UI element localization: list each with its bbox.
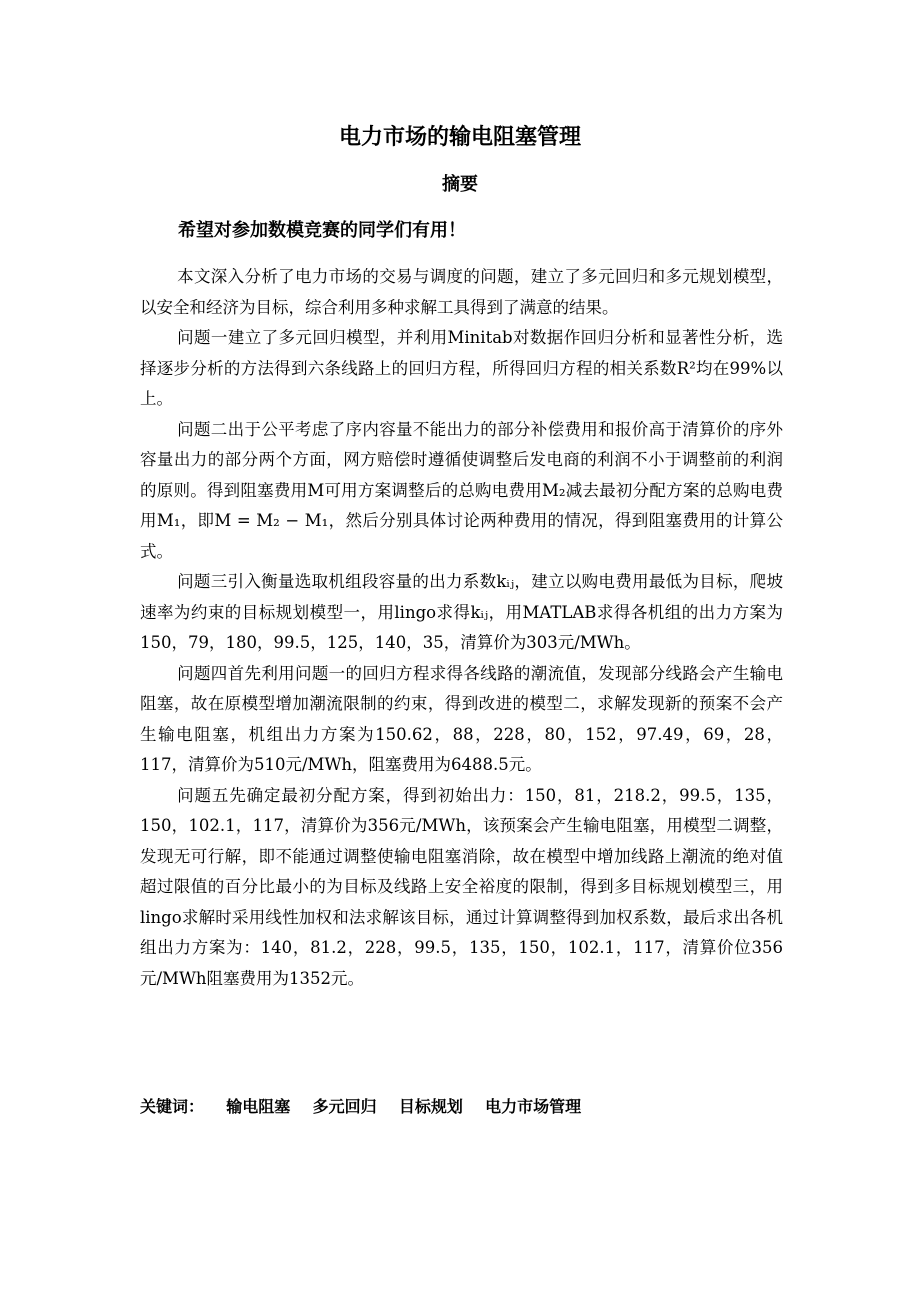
paragraph-6: 问题五先确定最初分配方案，得到初始出力：150，81，218.2，99.5，135，150，102.1，117，清算价为356元/MWh，该预案会产生输电阻塞，用模型二调整，发现无可行解，即不能通过调整使输电阻塞消除，故在模型中增加线路上潮流的绝对值超过限值的百分比最小的为目标及线路上安全裕度的限制，得到多目标规划模型三，用lingo求解时采用线性加权和法求解该目标，通过计算调整得到加权系数，最后求出各机组出力方案为：140，81.2，228，99.5，135，150，102.1，117，清算价位356元/MWh阻塞费用为1352元。 bbox=[140, 785, 783, 988]
note-line: 希望对参加数模竞赛的同学们有用！ bbox=[178, 220, 466, 241]
paragraph-1: 本文深入分析了电力市场的交易与调度的问题，建立了多元回归和多元规划模型，以安全和经济为目标，综合利用多种求解工具得到了满意的结果。 bbox=[140, 267, 783, 317]
paragraph-2: 问题一建立了多元回归模型，并利用Minitab对数据作回归分析和显著性分析，选择逐步分析的方法得到六条线路上的回归方程，所得回归方程的相关系数R²均在99%以上。 bbox=[140, 328, 783, 408]
paragraph-4: 问题三引入衡量选取机组段容量的出力系数kᵢⱼ，建立以购电费用最低为目标，爬坡速率为约束的目标规划模型一，用lingo求得kᵢⱼ，用MATLAB求得各机组的出力方案为150，79，180，99.5，125，140，35，清算价为303元/MWh。 bbox=[140, 572, 783, 652]
paragraph-5: 问题四首先利用问题一的回归方程求得各线路的潮流值，发现部分线路会产生输电阻塞，故在原模型增加潮流限制的约束，得到改进的模型二，求解发现新的预案不会产生输电阻塞，机组出力方案为150.62，88，228，80，152，97.49，69，28，117，清算价为510元/MWh，阻塞费用为6488.5元。 bbox=[140, 663, 783, 774]
abstract-body bbox=[140, 262, 783, 994]
document-title: 电力市场的输电阻塞管理 bbox=[338, 125, 581, 150]
paragraph-3: 问题二出于公平考虑了序内容量不能出力的部分补偿费用和报价高于清算价的序外容量出力的部分两个方面，网方赔偿时遵循使调整后发电商的利润不小于调整前的利润的原则。得到阻塞费用M可用方案调整后的总购电费用M₂减去最初分配方案的总购电费用M₁，即M = M₂ − M₁，然后分别具体讨论两种费用的情况，得到阻塞费用的计算公式。 bbox=[140, 419, 783, 561]
abstract-heading: 摘要 bbox=[442, 174, 478, 195]
keywords-line: 关键词： 输电阻塞 多元回归 目标规划 电力市场管理 bbox=[140, 1097, 582, 1116]
